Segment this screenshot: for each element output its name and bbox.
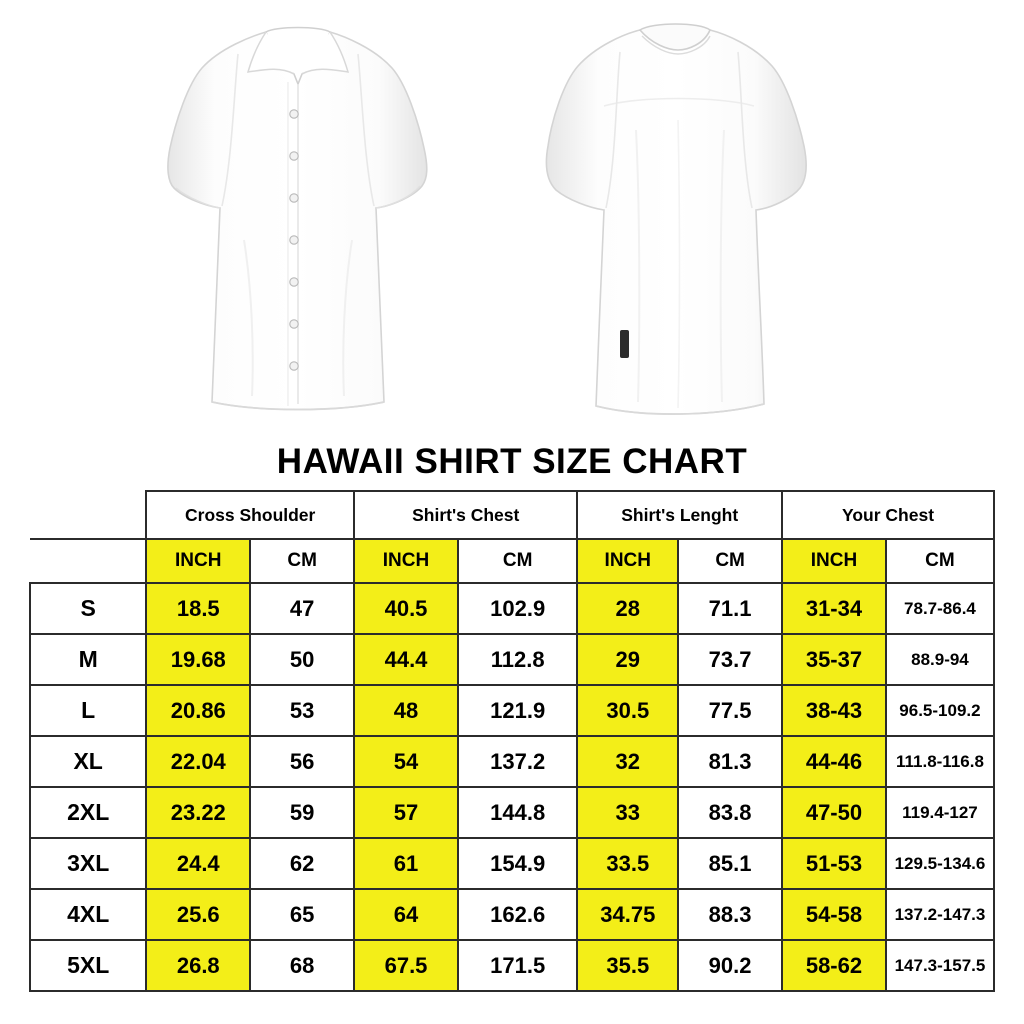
cell-shirts-chest-inch: 44.4: [354, 634, 458, 685]
unit-row-corner-cell: [30, 539, 146, 583]
unit-header-shirts-chest-cm: CM: [458, 539, 577, 583]
cell-shirts-lenght-inch: 35.5: [577, 940, 678, 991]
cell-your-chest-cm: 78.7-86.4: [886, 583, 994, 634]
cell-shirts-chest-inch: 48: [354, 685, 458, 736]
cell-shirts-lenght-inch: 28: [577, 583, 678, 634]
row-size-label: M: [30, 634, 146, 685]
row-size-label: 2XL: [30, 787, 146, 838]
cell-your-chest-cm: 111.8-116.8: [886, 736, 994, 787]
unit-header-cross-shoulder-inch: INCH: [146, 539, 250, 583]
row-size-label: XL: [30, 736, 146, 787]
cell-shirts-chest-inch: 57: [354, 787, 458, 838]
cell-your-chest-inch: 51-53: [782, 838, 886, 889]
cell-your-chest-cm: 147.3-157.5: [886, 940, 994, 991]
row-size-label: 5XL: [30, 940, 146, 991]
table-row: [30, 685, 994, 736]
group-header-shirts-lenght: Shirt's Lenght: [577, 491, 782, 539]
cell-your-chest-inch: 47-50: [782, 787, 886, 838]
cell-shirts-chest-cm: 162.6: [458, 889, 577, 940]
row-size-label: 3XL: [30, 838, 146, 889]
cell-shirts-lenght-inch: 29: [577, 634, 678, 685]
cell-shirts-chest-inch: 67.5: [354, 940, 458, 991]
cell-your-chest-inch: 38-43: [782, 685, 886, 736]
cell-your-chest-inch: 58-62: [782, 940, 886, 991]
table-row: [30, 940, 994, 991]
cell-shirts-lenght-cm: 71.1: [678, 583, 782, 634]
cell-shirts-chest-cm: 102.9: [458, 583, 577, 634]
cell-cross-shoulder-inch: 24.4: [146, 838, 250, 889]
cell-shirts-lenght-cm: 88.3: [678, 889, 782, 940]
group-header-your-chest: Your Chest: [782, 491, 994, 539]
cell-cross-shoulder-inch: 26.8: [146, 940, 250, 991]
cell-shirts-lenght-inch: 30.5: [577, 685, 678, 736]
table-corner-cell: [30, 491, 146, 539]
table-row: [30, 889, 994, 940]
cell-shirts-lenght-inch: 33: [577, 787, 678, 838]
cell-shirts-chest-inch: 64: [354, 889, 458, 940]
cell-shirts-chest-cm: 171.5: [458, 940, 577, 991]
cell-cross-shoulder-cm: 53: [250, 685, 354, 736]
cell-cross-shoulder-cm: 59: [250, 787, 354, 838]
cell-shirts-chest-cm: 144.8: [458, 787, 577, 838]
cell-shirts-lenght-cm: 73.7: [678, 634, 782, 685]
cell-shirts-lenght-inch: 33.5: [577, 838, 678, 889]
shirt-illustrations: [0, 0, 1024, 440]
table-row: [30, 583, 994, 634]
group-header-row: [30, 491, 994, 539]
cell-your-chest-inch: 44-46: [782, 736, 886, 787]
cell-your-chest-cm: 129.5-134.6: [886, 838, 994, 889]
shirt-front-view-icon: [148, 10, 448, 430]
unit-header-shirts-chest-inch: INCH: [354, 539, 458, 583]
table-row: [30, 736, 994, 787]
unit-header-cross-shoulder-cm: CM: [250, 539, 354, 583]
cell-shirts-lenght-cm: 83.8: [678, 787, 782, 838]
cell-cross-shoulder-cm: 50: [250, 634, 354, 685]
group-header-cross-shoulder: Cross Shoulder: [146, 491, 354, 539]
cell-shirts-lenght-inch: 34.75: [577, 889, 678, 940]
table-row: [30, 634, 994, 685]
unit-header-row: [30, 539, 994, 583]
cell-cross-shoulder-inch: 25.6: [146, 889, 250, 940]
cell-cross-shoulder-cm: 56: [250, 736, 354, 787]
cell-shirts-lenght-cm: 77.5: [678, 685, 782, 736]
cell-your-chest-inch: 54-58: [782, 889, 886, 940]
cell-cross-shoulder-inch: 23.22: [146, 787, 250, 838]
table-row: [30, 838, 994, 889]
cell-your-chest-cm: 88.9-94: [886, 634, 994, 685]
size-chart-table: [29, 490, 995, 992]
group-header-shirts-chest: Shirt's Chest: [354, 491, 577, 539]
cell-shirts-chest-cm: 121.9: [458, 685, 577, 736]
cell-your-chest-inch: 35-37: [782, 634, 886, 685]
shirt-back-view-icon: [528, 10, 828, 430]
cell-your-chest-cm: 96.5-109.2: [886, 685, 994, 736]
unit-header-shirts-lenght-cm: CM: [678, 539, 782, 583]
cell-cross-shoulder-cm: 47: [250, 583, 354, 634]
cell-shirts-lenght-cm: 81.3: [678, 736, 782, 787]
cell-shirts-chest-cm: 154.9: [458, 838, 577, 889]
unit-header-your-chest-inch: INCH: [782, 539, 886, 583]
page-title: HAWAII SHIRT SIZE CHART: [276, 442, 748, 481]
cell-your-chest-cm: 137.2-147.3: [886, 889, 994, 940]
cell-cross-shoulder-cm: 62: [250, 838, 354, 889]
cell-shirts-lenght-cm: 85.1: [678, 838, 782, 889]
cell-your-chest-inch: 31-34: [782, 583, 886, 634]
cell-shirts-lenght-inch: 32: [577, 736, 678, 787]
cell-cross-shoulder-inch: 20.86: [146, 685, 250, 736]
unit-header-your-chest-cm: CM: [886, 539, 994, 583]
cell-shirts-chest-inch: 40.5: [354, 583, 458, 634]
cell-shirts-lenght-cm: 90.2: [678, 940, 782, 991]
cell-your-chest-cm: 119.4-127: [886, 787, 994, 838]
cell-cross-shoulder-inch: 18.5: [146, 583, 250, 634]
row-size-label: 4XL: [30, 889, 146, 940]
cell-shirts-chest-inch: 54: [354, 736, 458, 787]
cell-cross-shoulder-cm: 68: [250, 940, 354, 991]
cell-shirts-chest-inch: 61: [354, 838, 458, 889]
row-size-label: S: [30, 583, 146, 634]
cell-cross-shoulder-cm: 65: [250, 889, 354, 940]
cell-shirts-chest-cm: 137.2: [458, 736, 577, 787]
unit-header-shirts-lenght-inch: INCH: [577, 539, 678, 583]
cell-cross-shoulder-inch: 19.68: [146, 634, 250, 685]
row-size-label: L: [30, 685, 146, 736]
table-row: [30, 787, 994, 838]
cell-cross-shoulder-inch: 22.04: [146, 736, 250, 787]
cell-shirts-chest-cm: 112.8: [458, 634, 577, 685]
